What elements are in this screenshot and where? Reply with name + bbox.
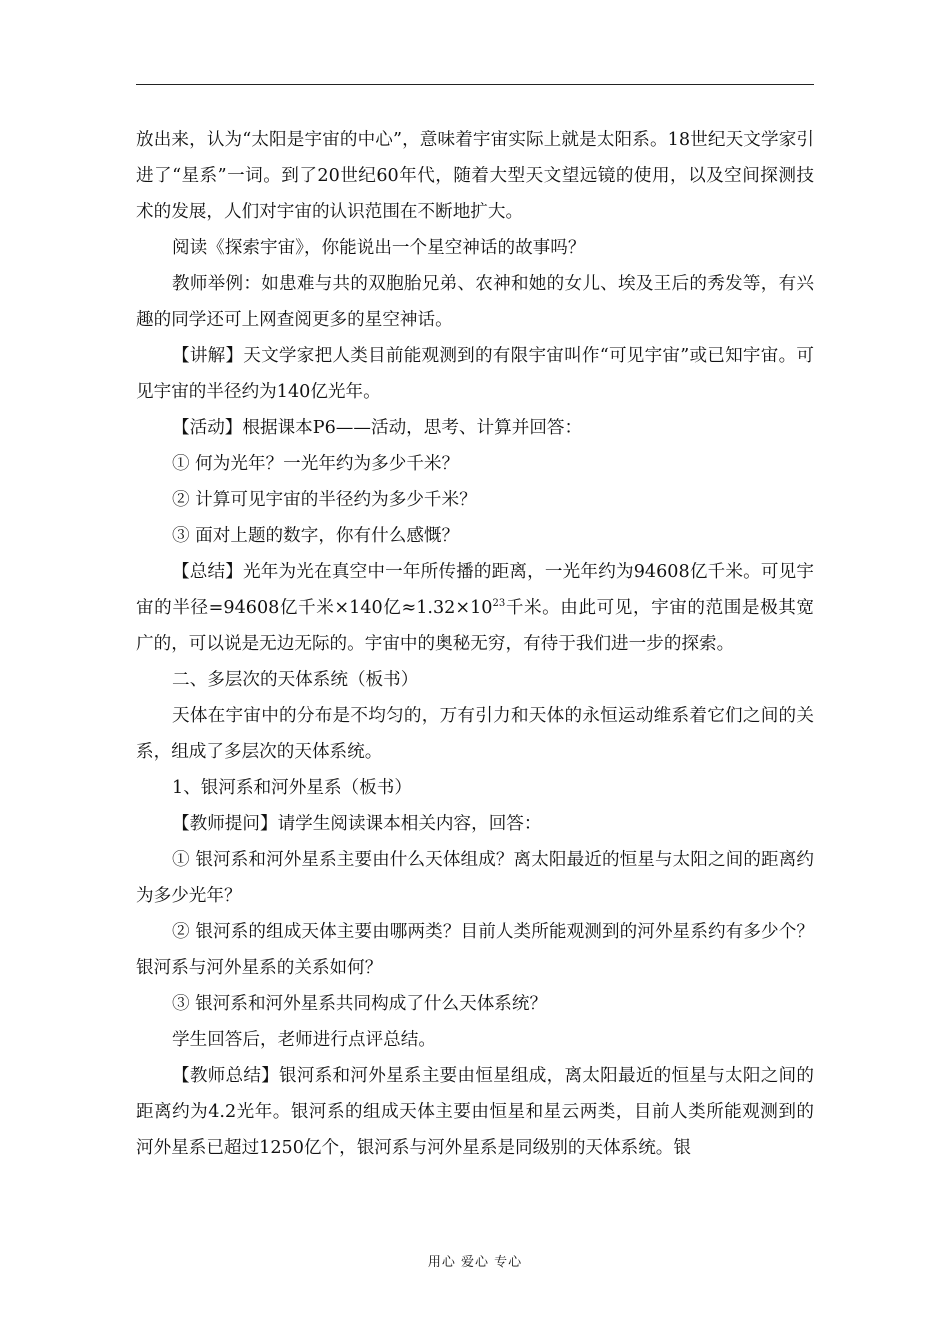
paragraph: 【讲解】天文学家把人类目前能观测到的有限宇宙叫作“可见宇宙”或已知宇宙。可见宇宙的半径约为140亿光年。 (136, 346, 814, 402)
question-item: ③ 面对上题的数字，你有什么感慨？ (172, 526, 460, 546)
paragraph: 【活动】根据课本P6——活动，思考、计算并回答： (172, 418, 583, 438)
header-rule (136, 84, 814, 85)
paragraph: 【教师总结】银河系和河外星系主要由恒星组成，离太阳最近的恒星与太阳之间的距离约为4.2光年。银河系的组成天体主要由恒星和星云两类，目前人类所能观测到的河外星系已超过1250亿个，银河系与河外星系是同级别的天体系统。银 (136, 1066, 814, 1158)
paragraph: 教师举例：如患难与共的双胞胎兄弟、农神和她的女儿、埃及王后的秀发等，有兴趣的同学还可上网查阅更多的星空神话。 (136, 274, 814, 330)
paragraph: 放出来，认为“太阳是宇宙的中心”，意味着宇宙实际上就是太阳系。18世纪天文学家引进了“星系”一词。到了20世纪60年代，随着大型天文望远镜的使用，以及空间探测技术的发展，人们对宇宙的认识范围在不断地扩大。 (136, 130, 814, 222)
page-footer: 用心 爱心 专心 (427, 1255, 523, 1270)
paragraph: 阅读《探索宇宙》，你能说出一个星空神话的故事吗？ (172, 238, 586, 258)
question-item: ② 银河系的组成天体主要由哪两类？目前人类所能观测到的河外星系约有多少个？银河系与河外星系的关系如何？ (136, 922, 814, 978)
question-item: ③ 银河系和河外星系共同构成了什么天体系统？ (172, 994, 548, 1014)
paragraph: 天体在宇宙中的分布是不均匀的，万有引力和天体的永恒运动维系着它们之间的关系，组成了多层次的天体系统。 (136, 706, 814, 762)
document-body (136, 122, 814, 1166)
summary-paragraph (136, 554, 814, 662)
question-item: ① 何为光年？一光年约为多少千米？ (172, 454, 460, 474)
paragraph: 【教师提问】请学生阅读课本相关内容，回答： (172, 814, 542, 834)
summary-text-cont: 千米。由此可见，宇宙的范围是极其宽广的，可以说是无边无际的。宇宙中的奥秘无穷，有待于我们进一步的探索。 (136, 598, 814, 654)
section-heading: 二、多层次的天体系统（板书） (172, 670, 419, 690)
question-item: ① 银河系和河外星系主要由什么天体组成？离太阳最近的恒星与太阳之间的距离约为多少光年？ (136, 850, 814, 906)
exponent: 23 (492, 598, 506, 610)
summary-text: 【总结】光年为光在真空中一年所传播的距离，一光年约为94608亿千米。可见宇宙的半径=94608亿千米×140亿≈1.32×10 (136, 562, 814, 618)
paragraph: 学生回答后，老师进行点评总结。 (172, 1030, 436, 1050)
subsection-heading: 1、银河系和河外星系（板书） (172, 778, 412, 798)
question-item: ② 计算可见宇宙的半径约为多少千米？ (172, 490, 477, 510)
